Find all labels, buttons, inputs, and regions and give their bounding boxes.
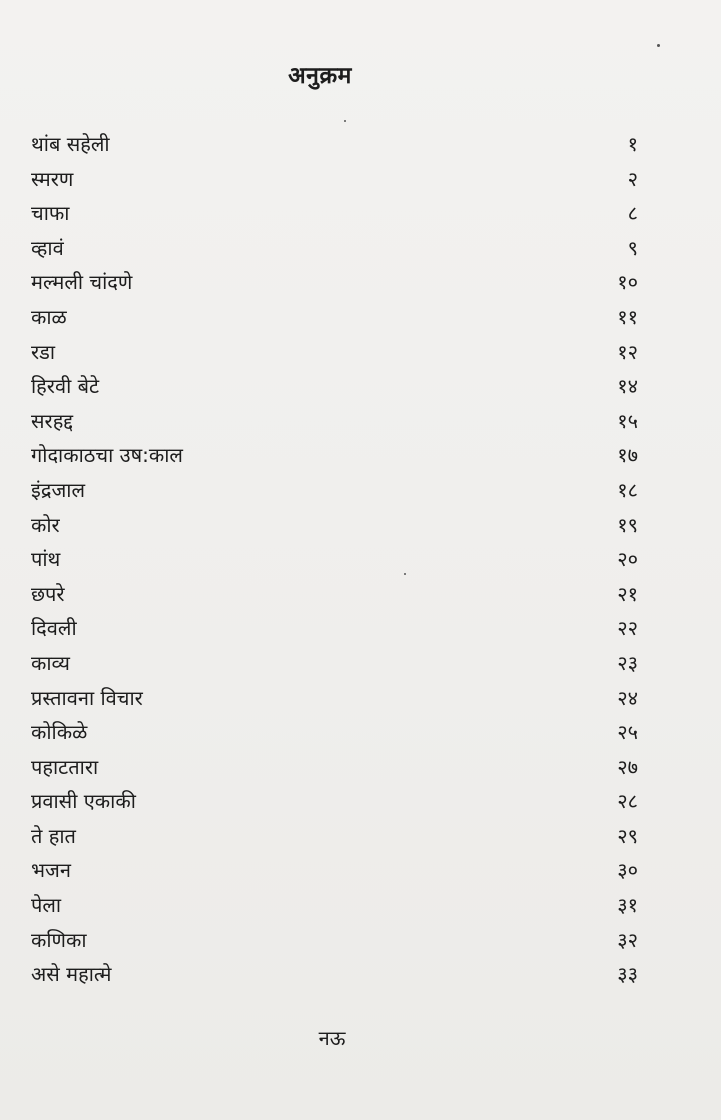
page-title: अनुक्रम bbox=[288, 63, 352, 89]
toc-entry-title: असे महात्मे bbox=[31, 962, 112, 987]
toc-entry bbox=[31, 300, 638, 335]
toc-entry-page: २८ bbox=[617, 789, 638, 814]
toc-entry bbox=[31, 335, 638, 370]
toc-entry bbox=[31, 473, 638, 508]
toc-entry-title: पहाटतारा bbox=[31, 754, 99, 779]
toc-entry bbox=[31, 265, 638, 300]
toc-entry bbox=[31, 369, 638, 404]
toc-entry bbox=[31, 577, 638, 612]
toc-entry-title: काव्य bbox=[31, 650, 70, 675]
toc-entry-title: कणिका bbox=[31, 927, 87, 952]
toc-entry-page: २४ bbox=[617, 685, 638, 710]
toc-entry bbox=[31, 611, 638, 646]
toc-entry-page: २ bbox=[627, 166, 638, 191]
toc-entry-title: स्मरण bbox=[31, 166, 74, 191]
toc-entry-title: चाफा bbox=[31, 201, 70, 226]
toc-entry-title: हिरवी बेटे bbox=[31, 374, 100, 399]
toc-entry bbox=[31, 681, 638, 716]
toc-entry bbox=[31, 508, 638, 543]
toc-entry bbox=[31, 542, 638, 577]
toc-entry-title: पेला bbox=[31, 893, 62, 918]
toc-entry-title: थांब सहेली bbox=[31, 132, 110, 156]
toc-entry-page: १ bbox=[627, 132, 638, 156]
toc-entry-page: ३० bbox=[617, 858, 638, 883]
toc-entry bbox=[31, 819, 638, 854]
toc-entry-page: १७ bbox=[617, 443, 638, 468]
toc-entry-page: २१ bbox=[617, 581, 638, 606]
toc-entry bbox=[31, 404, 638, 439]
toc-entry-title: दिवली bbox=[31, 616, 77, 641]
toc-entry bbox=[31, 784, 638, 819]
toc-entry-title: पांथ bbox=[31, 547, 61, 572]
toc-entry bbox=[31, 715, 638, 750]
toc-entry bbox=[31, 162, 638, 197]
table-of-contents bbox=[31, 127, 638, 992]
toc-entry-title: भजन bbox=[31, 858, 71, 883]
toc-entry-title: रडा bbox=[31, 339, 56, 364]
toc-entry-page: १४ bbox=[617, 374, 638, 399]
toc-entry bbox=[31, 888, 638, 923]
toc-entry-title: ते हात bbox=[31, 823, 76, 848]
toc-entry-page: ९ bbox=[627, 235, 638, 260]
toc-entry-page: ११ bbox=[617, 304, 638, 329]
speck bbox=[344, 120, 346, 122]
toc-entry-title: व्हावं bbox=[31, 235, 64, 260]
toc-entry bbox=[31, 438, 638, 473]
toc-entry bbox=[31, 853, 638, 888]
toc-entry-title: प्रस्तावना विचार bbox=[31, 685, 143, 710]
toc-entry-page: २७ bbox=[617, 754, 638, 779]
toc-entry-page: २५ bbox=[617, 720, 638, 745]
toc-entry bbox=[31, 196, 638, 231]
toc-entry-page: ३३ bbox=[617, 962, 638, 987]
toc-entry bbox=[31, 646, 638, 681]
toc-entry-title: काळ bbox=[31, 304, 67, 329]
toc-entry-page: १५ bbox=[617, 408, 638, 433]
toc-entry-title: कोर bbox=[31, 512, 60, 537]
toc-entry-page: २२ bbox=[617, 616, 638, 641]
toc-entry-title: कोकिळे bbox=[31, 720, 88, 745]
toc-entry bbox=[31, 957, 638, 992]
toc-entry-title: इंद्रजाल bbox=[31, 477, 86, 502]
toc-entry-page: ३२ bbox=[617, 927, 638, 952]
toc-entry-page: ८ bbox=[627, 201, 638, 226]
toc-entry-title: गोदाकाठचा उष:काल bbox=[31, 443, 183, 468]
toc-entry bbox=[31, 127, 638, 162]
speck bbox=[404, 573, 406, 575]
toc-entry-title: छपरे bbox=[31, 581, 65, 606]
toc-entry bbox=[31, 231, 638, 266]
toc-entry-page: ३१ bbox=[617, 893, 638, 918]
speck bbox=[657, 44, 660, 47]
toc-entry-page: २० bbox=[617, 547, 638, 572]
toc-entry-title: सरहद्द bbox=[31, 408, 73, 433]
toc-entry bbox=[31, 750, 638, 785]
toc-entry-title: प्रवासी एकाकी bbox=[31, 789, 136, 814]
toc-entry-page: २३ bbox=[617, 650, 638, 675]
toc-entry-page: १८ bbox=[617, 477, 638, 502]
toc-entry bbox=[31, 923, 638, 958]
toc-entry-title: मल्मली चांदणे bbox=[31, 270, 133, 295]
toc-entry-page: १० bbox=[617, 270, 638, 295]
toc-entry-page: १९ bbox=[617, 512, 638, 537]
toc-entry-page: १२ bbox=[617, 339, 638, 364]
toc-entry-page: २९ bbox=[617, 823, 638, 848]
page-number: नऊ bbox=[318, 1026, 346, 1050]
